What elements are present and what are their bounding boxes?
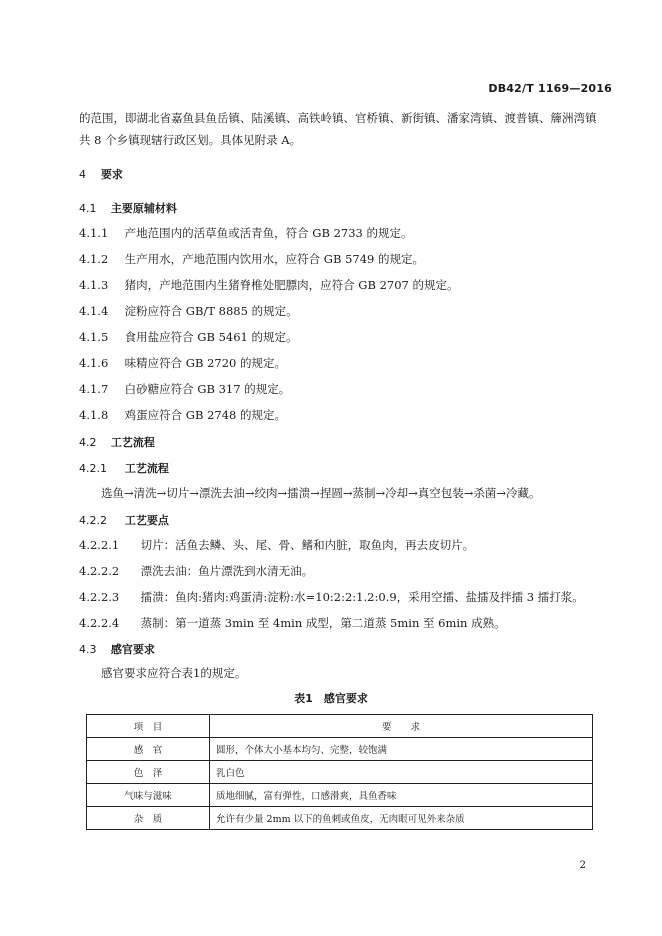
standard-code: DB42/T 1169—2016 [488,82,612,95]
clause-text: 蒸制：第一道蒸 3min 至 4min 成型，第二道蒸 5min 至 6min 成熟。 [140,616,506,630]
table-cell: 质地细腻，富有弹性，口感滑爽，具鱼香味 [210,784,593,807]
clause-4-2-2-2 [79,563,313,579]
clause-4-1-7 [79,381,290,397]
clause-4-1-1 [79,225,413,241]
clause-text: 产地范围内的活草鱼或活青鱼，符合 GB 2733 的规定。 [124,226,413,240]
clause-number: 4.2.2.4 [79,616,120,630]
section-4-heading [79,166,123,182]
sensory-intro-text: 感官要求应符合表1的规定。 [101,666,247,680]
sensory-requirements-table [86,714,593,830]
section-number: 4.2 [79,436,97,449]
section-4-2-heading [79,434,155,450]
intro-line-1: 的范围，即湖北省嘉鱼县鱼岳镇、陆溪镇、高铁岭镇、官桥镇、新街镇、潘家湾镇、渡普镇、簰洲湾镇 [79,111,597,125]
clause-number: 4.1.4 [79,304,109,318]
clause-number: 4.1.1 [79,226,109,240]
table-header-row [87,715,593,738]
section-4-1-heading [79,200,177,216]
clause-number: 4.2.2.3 [79,590,120,604]
clause-text: 切片：活鱼去鳞、头、尾、骨、鳍和内脏，取鱼肉，再去皮切片。 [140,538,475,552]
clause-text: 猪肉，产地范围内生猪脊椎处肥膘肉，应符合 GB 2707 的规定。 [124,278,459,292]
section-number: 4.3 [79,643,97,656]
process-flow-text: 选鱼→清洗→切片→漂洗去油→绞肉→擂溃→捏圆→蒸制→冷却→真空包装→杀菌→冷藏。 [101,486,541,500]
clause-4-2-2-1 [79,537,474,553]
clause-4-1-5 [79,329,298,345]
clause-text: 鸡蛋应符合 GB 2748 的规定。 [124,408,287,422]
section-4-2-2-heading [79,512,169,528]
clause-text: 味精应符合 GB 2720 的规定。 [124,356,287,370]
clause-4-1-3 [79,277,459,293]
clause-text: 食用盐应符合 GB 5461 的规定。 [124,330,298,344]
table-title: 表1 感官要求 [294,692,368,705]
page-number: 2 [579,860,586,871]
table-row [87,784,593,807]
clause-number: 4.1.7 [79,382,109,396]
section-title: 感官要求 [110,643,155,656]
section-number: 4.1 [79,202,97,215]
clause-4-1-6 [79,355,286,371]
section-number: 4.2.2 [79,514,107,527]
table-cell: 感 官 [87,738,210,761]
clause-4-2-2-3 [79,589,584,605]
table-cell: 杂 质 [87,807,210,830]
clause-number: 4.1.5 [79,330,109,344]
table-cell: 气味与滋味 [87,784,210,807]
section-title: 工艺流程 [124,462,169,475]
section-title: 工艺要点 [124,514,169,527]
clause-4-1-4 [79,303,298,319]
table-row [87,807,593,830]
clause-number: 4.2.2.2 [79,564,120,578]
clause-number: 4.1.8 [79,408,109,422]
section-number: 4 [79,168,86,181]
table-header-cell: 项 目 [87,715,210,738]
section-number: 4.2.1 [79,462,107,475]
clause-text: 淀粉应符合 GB/T 8885 的规定。 [124,304,298,318]
clause-text: 生产用水，产地范围内饮用水，应符合 GB 5749 的规定。 [124,252,425,266]
intro-line-2: 共 8 个乡镇现辖行政区划。具体见附录 A。 [79,133,302,147]
clause-number: 4.2.2.1 [79,538,120,552]
clause-number: 4.1.3 [79,278,109,292]
table-row [87,761,593,784]
clause-number: 4.1.2 [79,252,109,266]
section-title: 工艺流程 [110,436,155,449]
table-header-cell: 要 求 [210,715,593,738]
clause-4-1-2 [79,251,424,267]
clause-text: 擂溃：鱼肉:猪肉:鸡蛋清:淀粉:水=10:2:2:1.2:0.9，采用空擂、盐擂及拌擂 3 擂打浆。 [140,590,584,604]
table-cell: 圆形，个体大小基本均匀、完整，较饱满 [210,738,593,761]
table-row [87,738,593,761]
clause-number: 4.1.6 [79,356,109,370]
clause-text: 白砂糖应符合 GB 317 的规定。 [124,382,291,396]
table-cell: 允许有少量 2mm 以下的鱼刺或鱼皮，无肉眼可见外来杂质 [210,807,593,830]
section-4-2-1-heading [79,460,169,476]
clause-4-1-8 [79,407,286,423]
section-title: 要求 [100,168,123,181]
clause-4-2-2-4 [79,615,506,631]
table-cell: 乳白色 [210,761,593,784]
section-title: 主要原辅材料 [110,202,177,215]
table-cell: 色 泽 [87,761,210,784]
clause-text: 漂洗去油：鱼片漂洗到水清无油。 [140,564,314,578]
section-4-3-heading [79,641,155,657]
